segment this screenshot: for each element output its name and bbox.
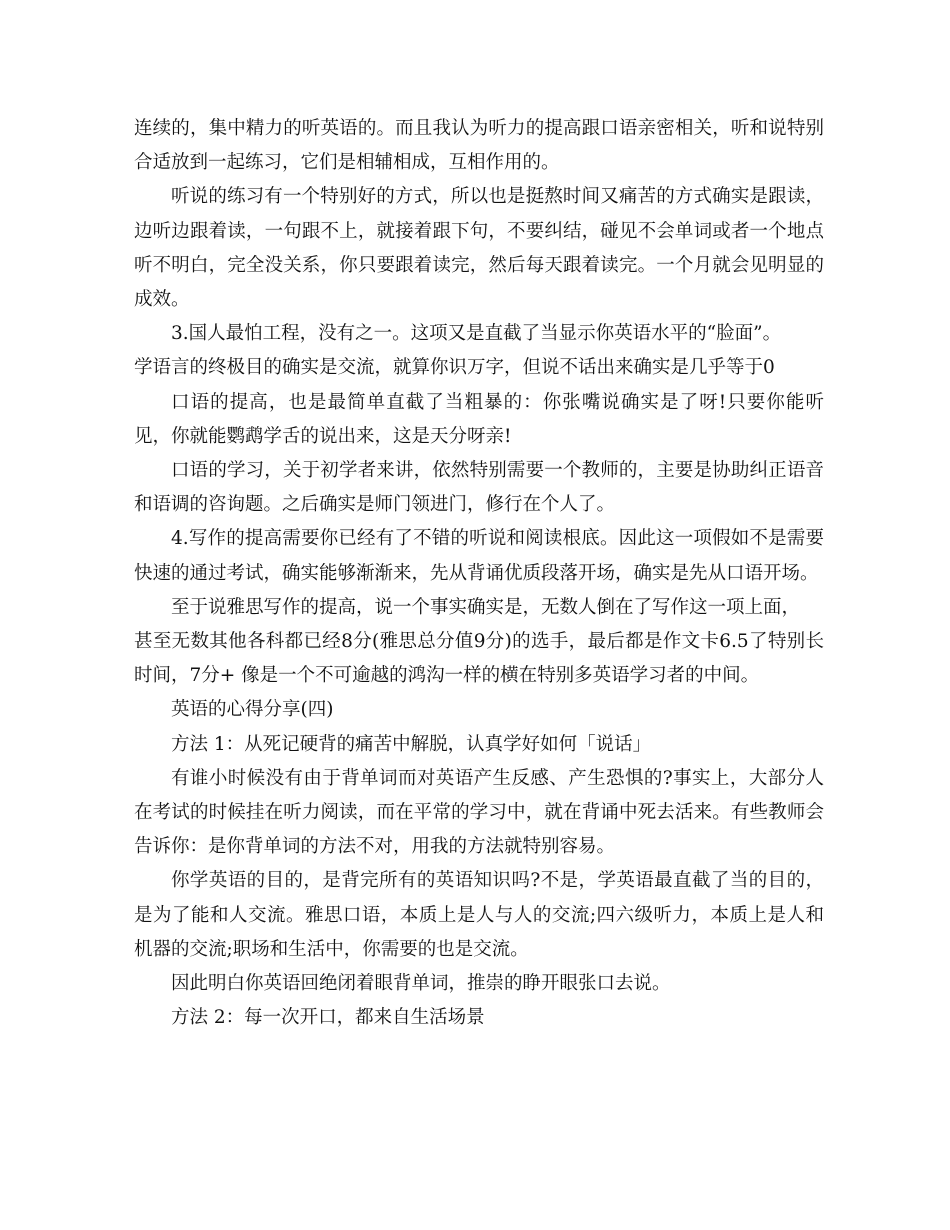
paragraph-6: 口语的学习，关于初学者来讲，依然特别需要一个教师的，主要是协助纠正语音和语调的咨询题。之后确实是师门领进门，修行在个人了。 xyxy=(134,460,824,516)
paragraph-9: 甚至无数其他各科都已经8分(雅思总分值9分)的选手，最后都是作文卡6.5了特别长时间，7分+ 像是一个不可逾越的鸿沟一样的横在特别多英语学习者的中间。 xyxy=(134,631,824,687)
paragraph-7: 4.写作的提高需要你已经有了不错的听说和阅读根底。因此这一项假如不是需要快速的通过考试，确实能够渐渐来，先从背诵优质段落开场，确实是先从口语开场。 xyxy=(134,528,824,584)
section-heading: 英语的心得分享(四) xyxy=(171,699,334,721)
paragraph-13: 你学英语的目的，是背完所有的英语知识吗?不是，学英语最直截了当的目的，是为了能和人交流。雅思口语，本质上是人与人的交流;四六级听力，本质上是人和机器的交流;职场和生活中，你需要的也是交流。 xyxy=(134,870,824,960)
paragraph-12: 有谁小时候没有由于背单词而对英语产生反感、产生恐惧的?事实上，大部分人在考试的时候挂在听力阅读，而在平常的学习中，就在背诵中死去活来。有些教师会告诉你：是你背单词的方法不对，用我的方法就特别容易。 xyxy=(134,767,824,858)
paragraph-4: 学语言的终极目的确实是交流，就算你识万字，但说不话出来确实是几乎等于0 xyxy=(134,357,775,379)
method-2-heading: 方法 2：每一次开口，都来自生活场景 xyxy=(171,1007,485,1029)
paragraph-14: 因此明白你英语回绝闭着眼背单词，推崇的睁开眼张口去说。 xyxy=(171,973,671,995)
paragraph-8: 至于说雅思写作的提高，说一个事实确实是，无数人倒在了写作这一项上面， xyxy=(171,596,801,618)
paragraph-2: 听说的练习有一个特别好的方式，所以也是挺熬时间又痛苦的方式确实是跟读，边听边跟着读，一句跟不上，就接着跟下句，不要纠结，碰见不会单词或者一个地点听不明白，完全没关系，你只要跟着读完，然后每天跟着读完。一个月就会见明显的成效。 xyxy=(134,186,824,311)
paragraph-5: 口语的提高，也是最简单直截了当粗暴的：你张嘴说确实是了呀!只要你能听见，你就能鹦鹉学舌的说出来，这是天分呀亲! xyxy=(134,391,824,447)
paragraph-3: 3.国人最怕工程，没有之一。这项又是直截了当显示你英语水平的“脸面”。 xyxy=(171,323,782,345)
method-1-heading: 方法 1：从死记硬背的痛苦中解脱，认真学好如何「说话」 xyxy=(171,733,652,755)
document-body xyxy=(134,112,824,1035)
paragraph-1: 连续的，集中精力的听英语的。而且我认为听力的提高跟口语亲密相关，听和说特别合适放到一起练习，它们是相辅相成，互相作用的。 xyxy=(134,118,824,174)
